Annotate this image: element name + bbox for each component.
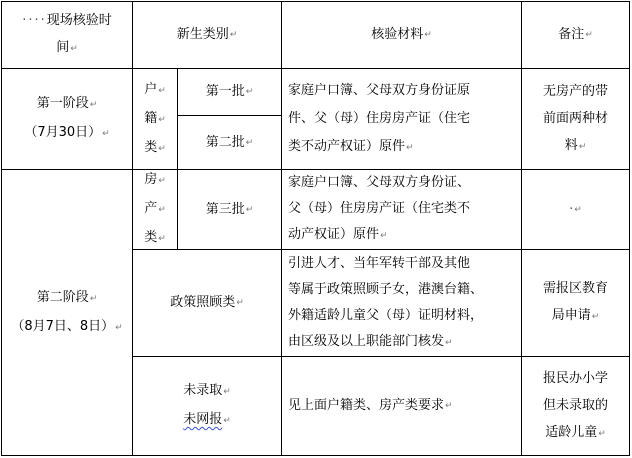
stage1-batch2: 第二批 ↵ [205,134,254,150]
stage2-property-category: 房↵ 产↵ 类↵ [144,172,166,245]
stage2-unregistered-notes: 报民办小学 但未录取的 适龄儿童↵ [542,370,608,440]
stage2-policy-category: 政策照顾类 ↵ [170,295,244,310]
stage1-time: 第一阶段↵ （7月30日）↵ [24,96,110,140]
header-time: ····现场核验时 间↵ [22,13,112,55]
stage2-property-notes: · ↵ [569,201,582,217]
stage2-policy-notes: 需报区教育 局申请↵ [542,281,608,323]
table-border-right [629,1,630,456]
header-notes: 备注 ↵ [558,27,593,42]
header-materials: 核验材料 ↵ [371,27,432,42]
table-border-bottom [1,455,630,456]
stage1-notes: 无房产的带 前面两种材 料↵ [542,83,608,153]
stage2-policy-materials: 引进人才、当年军转干部及其他 等属于政策照顾子女，港澳台籍、 外籍适龄儿童父（母）证明材料， 由区级及以上职能部门核发↵ [288,255,484,349]
stage2-unregistered-materials: 见上面户籍类、房产类要求 ↵ [288,398,453,413]
stage1-hukou-category: 户↵ 籍↵ 类↵ [144,81,166,155]
stage2-unregistered-category: 未录取↵ 未网报↵ [183,383,231,427]
stage1-batch1: 第一批 ↵ [205,84,254,99]
stage2-time: 第二阶段↵ （8月7日、8日）↵ [11,289,123,334]
stage1-materials: 家庭户口簿、父母双方身份证原 件、父（母）住房房产证（住宅 类不动产权证）原件↵ [288,82,471,154]
stage2-batch3: 第三批 ↵ [205,201,254,217]
admission-verification-table [1,1,630,456]
stage2-property-materials: 家庭户口簿、父母双方身份证、 父（母）住房房产证（住宅类不 动产权证）原件↵ [288,175,471,242]
header-category: 新生类别 ↵ [176,27,238,42]
